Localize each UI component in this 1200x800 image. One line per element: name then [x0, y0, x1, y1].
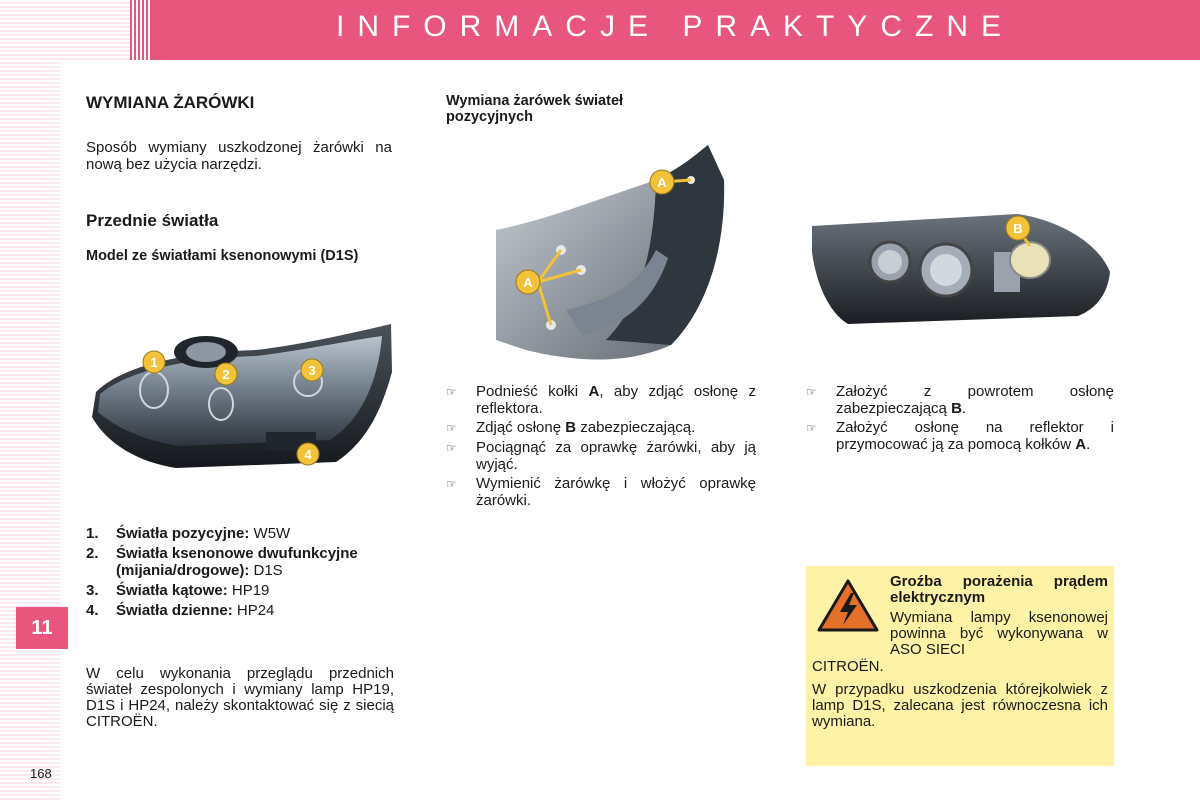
list-item: ☞ Wymienić żarówkę i włożyć oprawkę żarówki. — [446, 475, 756, 509]
xenon-model-title: Model ze światłami ksenonowymi (D1S) — [86, 248, 359, 264]
figure-callout-a — [516, 270, 540, 294]
figure-callout-2 — [215, 363, 237, 385]
header-stripes — [130, 0, 150, 60]
headlamp-figure — [86, 322, 398, 474]
warning-box — [806, 566, 1114, 766]
warning-title: Groźba porażenia prądem elektrycznym — [890, 573, 1108, 606]
position-lights-title: Wymiana żarówek świateł pozycyjnych — [446, 93, 624, 125]
figure-callout-3 — [301, 359, 323, 381]
intro-text: Sposób wymiany uszkodzonej żarówki na nową bez użycia narzędzi. — [86, 139, 392, 173]
margin-pattern — [0, 60, 60, 800]
front-lights-title: Przednie światła — [86, 211, 219, 230]
warning-text-2: W przypadku uszkodzenia którejkolwiek z lamp D1S, zalecana jest równoczesna ich wymiana. — [812, 681, 1108, 730]
headlamp-top-figure — [808, 212, 1114, 330]
pointing-hand-icon: ☞ — [806, 385, 817, 399]
electric-hazard-icon — [816, 578, 880, 634]
list-item: ☞ Pociągnąć za oprawkę żarówki, aby ją wyjąć. — [446, 439, 756, 473]
header-corner-pattern — [0, 0, 130, 60]
right-steps — [806, 383, 1114, 455]
svg-text:2: 2 — [222, 367, 230, 382]
figure-callout-4 — [297, 443, 319, 465]
figure-callout-a — [650, 170, 674, 194]
warning-text: CITROËN. — [812, 658, 884, 675]
middle-steps — [446, 383, 756, 511]
figure-callout-1 — [143, 351, 165, 373]
list-item: ☞ Zdjąć osłonę B zabezpieczającą. — [446, 419, 696, 436]
page-number: 168 — [30, 766, 52, 781]
svg-text:3: 3 — [308, 363, 316, 378]
svg-text:B: B — [1013, 221, 1023, 236]
list-item: 2. Światła ksenonowe dwufunkcyjne (mijania/drogowe): D1S — [86, 545, 358, 579]
list-item: 1. Światła pozycyjne: W5W — [86, 525, 291, 542]
bulb-list — [86, 525, 396, 622]
pointing-hand-icon: ☞ — [446, 421, 457, 435]
chapter-tab[interactable]: 11 — [16, 607, 68, 649]
list-item: 3. Światła kątowe: HP19 — [86, 582, 270, 599]
list-item: 4. Światła dzienne: HP24 — [86, 602, 275, 619]
closing-text: W celu wykonania przeglądu przednich świateł zespolonych i wymiany lamp HP19, D1S i HP24, należy skontaktować się z siecią CITROËN. — [86, 665, 394, 730]
headlamp-rear-figure — [486, 140, 736, 366]
pointing-hand-icon: ☞ — [446, 477, 457, 491]
svg-text:4: 4 — [304, 447, 312, 462]
pointing-hand-icon: ☞ — [446, 385, 457, 399]
page-header-title: INFORMACJE PRAKTYCZNE — [335, 10, 1015, 43]
list-item: ☞ Założyć osłonę na reflektor i przymocować ją za pomocą kołków A. — [806, 419, 1114, 453]
pointing-hand-icon: ☞ — [446, 441, 457, 455]
section-title: WYMIANA ŻARÓWKI — [86, 93, 255, 112]
svg-text:1: 1 — [150, 355, 158, 370]
list-item: ☞ Założyć z powrotem osłonę zabezpieczającą B. — [806, 383, 1114, 417]
svg-text:A: A — [657, 175, 667, 190]
list-item: ☞ Podnieść kołki A, aby zdjąć osłonę z reflektora. — [446, 383, 756, 417]
warning-text: Wymiana lampy ksenonowej powinna być wykonywana w ASO SIECI — [890, 609, 1108, 658]
svg-text:A: A — [523, 275, 533, 290]
figure-callout-b — [1006, 216, 1030, 240]
pointing-hand-icon: ☞ — [806, 421, 817, 435]
